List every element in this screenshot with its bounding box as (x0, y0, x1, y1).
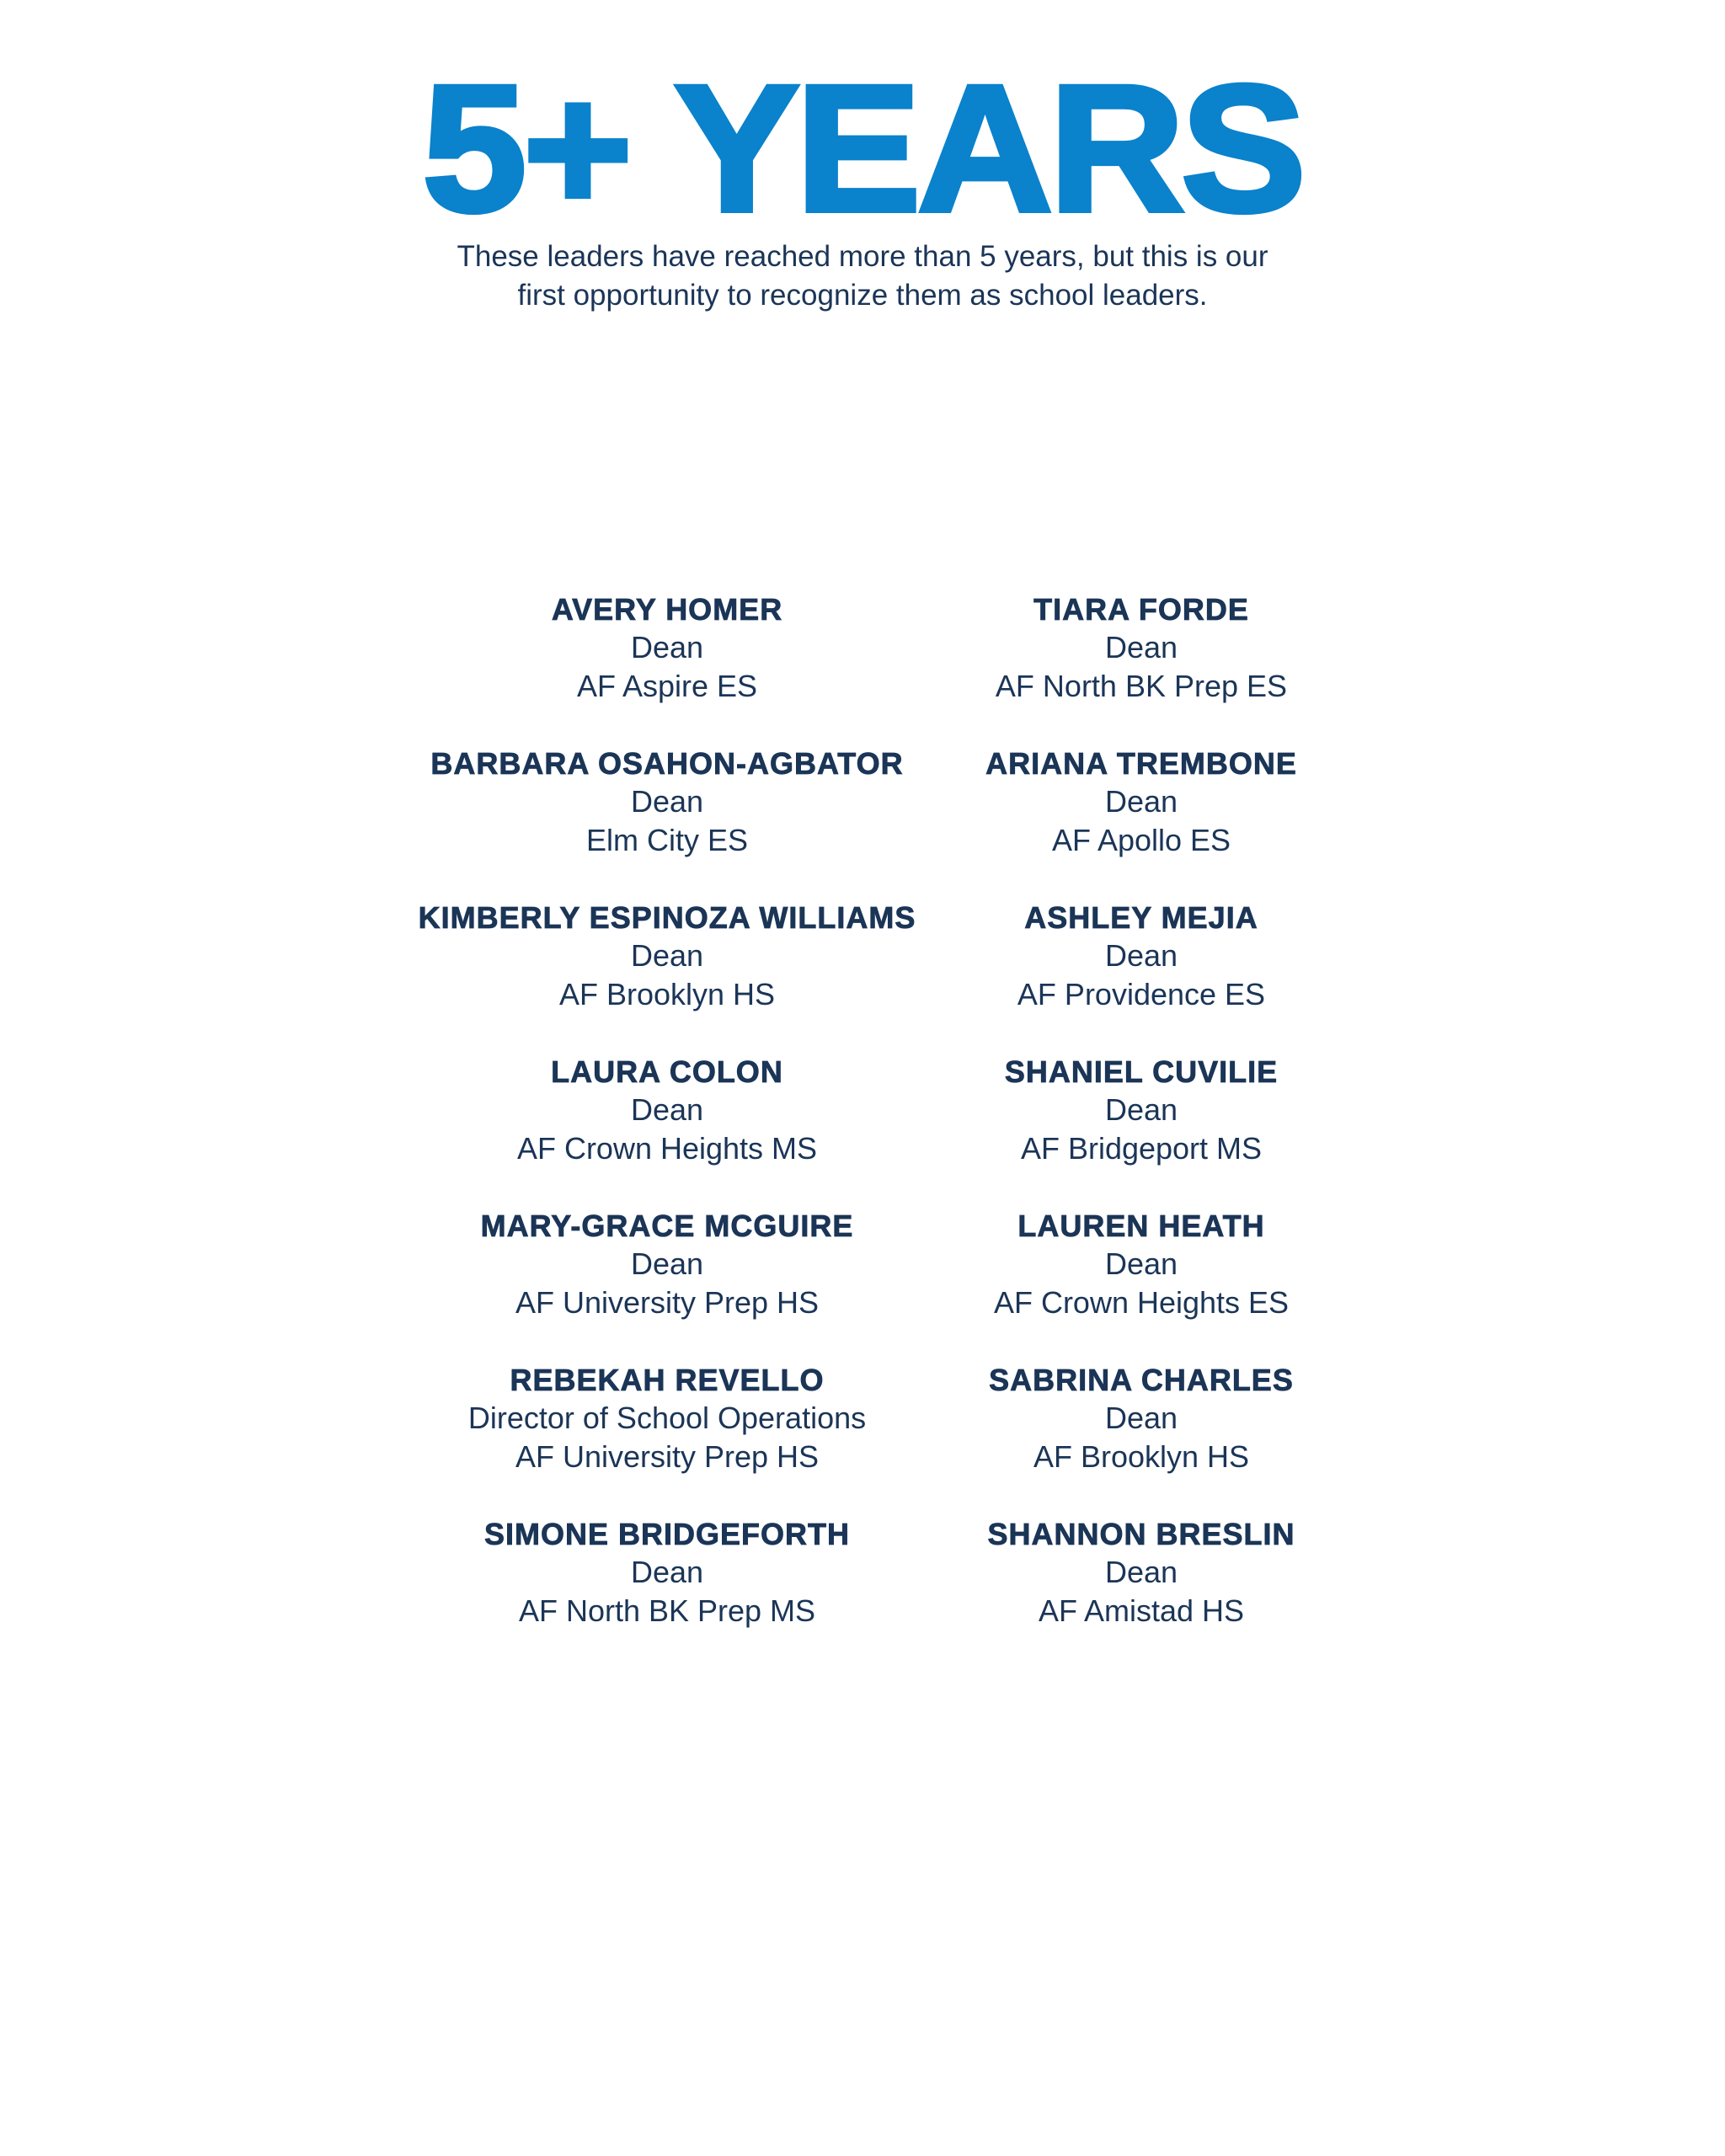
leader-entry (846, 1054, 1436, 1208)
leader-entry (846, 1362, 1436, 1516)
leader-name: ARIANA TREMBONE (985, 746, 1297, 781)
leader-name: BARBARA OSAHON-AGBATOR (430, 746, 904, 781)
leader-school: AF Providence ES (1017, 977, 1266, 1011)
leader-name: SHANIEL CUVILIE (1004, 1054, 1279, 1089)
leader-role: Dean (1104, 784, 1178, 819)
leader-role: Director of School Operations (467, 1401, 867, 1435)
leader-name: SIMONE BRIDGEFORTH (483, 1517, 850, 1551)
leader-role: Dean (1104, 1246, 1178, 1281)
leader-entry (846, 591, 1436, 745)
subtitle-line-1: These leaders have reached more than 5 years, but this is our (457, 240, 1268, 273)
page-subtitle (0, 237, 1725, 315)
leader-name: ASHLEY MEJIA (1024, 900, 1258, 935)
leader-school: Elm City ES (585, 823, 749, 857)
leader-name: MARY-GRACE MCGUIRE (480, 1209, 854, 1243)
leader-role: Dean (630, 784, 704, 819)
leader-name: KIMBERLY ESPINOZA WILLIAMS (418, 900, 916, 935)
leader-role: Dean (1104, 1092, 1178, 1127)
leader-role: Dean (1104, 630, 1178, 664)
leader-name: REBEKAH REVELLO (510, 1363, 825, 1397)
leader-school: AF Amistad HS (1038, 1593, 1245, 1628)
leader-role: Dean (630, 1246, 704, 1281)
leader-name: LAURA COLON (551, 1054, 783, 1089)
leader-role: Dean (630, 1555, 704, 1589)
leader-school: AF Brooklyn HS (1033, 1439, 1250, 1474)
leader-role: Dean (1104, 938, 1178, 973)
leader-entry (846, 745, 1436, 899)
leader-school: AF Crown Heights MS (516, 1131, 818, 1166)
leader-school: AF Crown Heights ES (993, 1285, 1290, 1320)
leader-entry (846, 1516, 1436, 1670)
leader-name: SHANNON BRESLIN (987, 1517, 1295, 1551)
leader-school: AF Brooklyn HS (558, 977, 776, 1011)
leader-entry (846, 1208, 1436, 1362)
leader-name: AVERY HOMER (551, 592, 783, 627)
leader-role: Dean (1104, 1401, 1178, 1435)
leader-entry (846, 899, 1436, 1054)
leader-school: AF North BK Prep MS (518, 1593, 816, 1628)
subtitle-line-2: first opportunity to recognize them as school leaders. (517, 279, 1208, 312)
page-title: 5+ YEARS (422, 48, 1303, 249)
leader-school: AF Bridgeport MS (1020, 1131, 1263, 1166)
leader-school: AF University Prep HS (515, 1285, 820, 1320)
leaders-column-right (846, 591, 1436, 1670)
leader-school: AF Apollo ES (1051, 823, 1231, 857)
leader-role: Dean (630, 630, 704, 664)
leader-school: AF Aspire ES (576, 669, 758, 703)
leader-name: TIARA FORDE (1033, 592, 1249, 627)
leader-role: Dean (630, 938, 704, 973)
leader-name: SABRINA CHARLES (989, 1363, 1294, 1397)
leader-role: Dean (1104, 1555, 1178, 1589)
leader-role: Dean (630, 1092, 704, 1127)
leader-name: LAUREN HEATH (1017, 1209, 1265, 1243)
leader-school: AF University Prep HS (515, 1439, 820, 1474)
leader-school: AF North BK Prep ES (995, 669, 1288, 703)
